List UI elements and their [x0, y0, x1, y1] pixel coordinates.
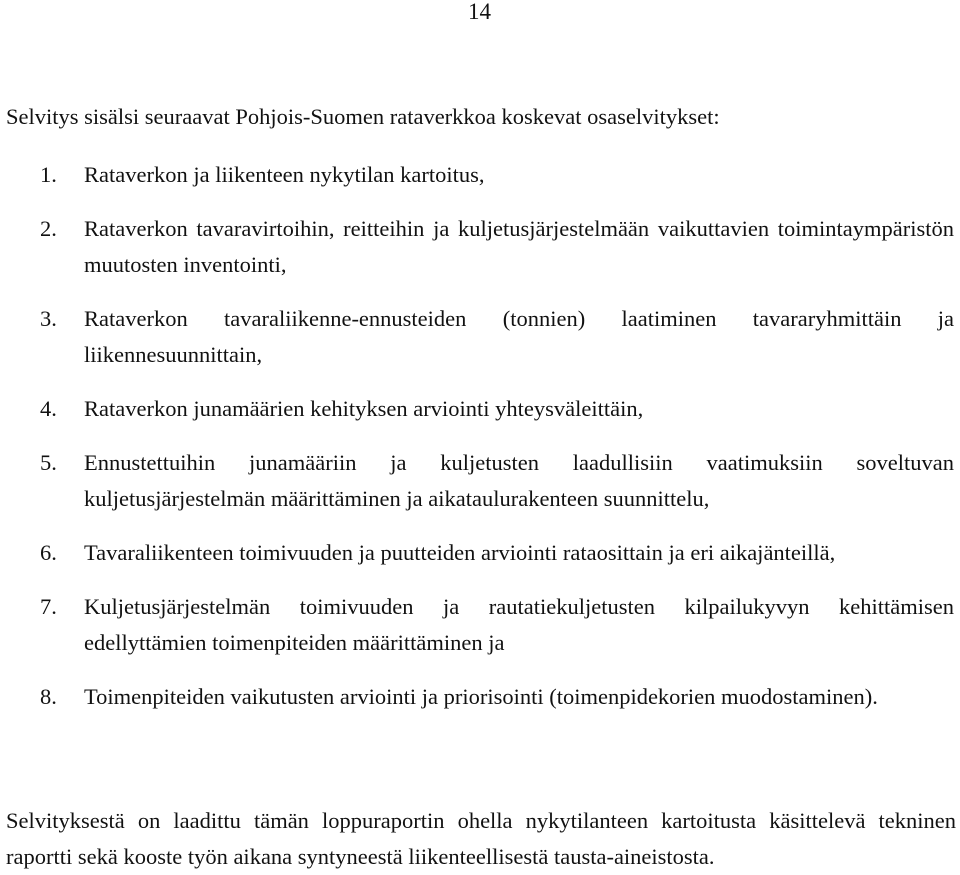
list-item-2 [0, 211, 954, 283]
list-item-text: Ennustettuihin junamääriin ja kuljetusten laadullisiin vaatimuksiin soveltuvan kuljetusjärjestelmän määrittäminen ja aikataulurakenteen suunnittelu, [84, 450, 954, 511]
list-item-3 [0, 301, 954, 373]
list-item-text: Toimenpiteiden vaikutusten arviointi ja priorisointi (toimenpidekorien muodostaminen). [84, 684, 878, 709]
list-item-text: Rataverkon junamäärien kehityksen arviointi yhteysväleittäin, [84, 396, 644, 421]
list-item-4 [0, 391, 954, 427]
list-item-text: Tavaraliikenteen toimivuuden ja puutteiden arviointi rataosittain ja eri aikajänteillä, [84, 540, 836, 565]
list-item-text: Rataverkon tavaravirtoihin, reitteihin ja kuljetusjärjestelmään vaikuttavien toimintaympäristön muutosten inventointi, [84, 216, 954, 277]
list-item-8 [0, 679, 954, 715]
list-item-text: Rataverkon tavaraliikenne-ennusteiden (tonnien) laatiminen tavararyhmittäin ja liikennesuunnittain, [84, 306, 954, 367]
list-item-number: 8. [40, 684, 57, 709]
list-item-number: 7. [40, 594, 57, 619]
intro-paragraph: Selvitys sisälsi seuraavat Pohjois-Suomen rataverkkoa koskevat osaselvitykset: [6, 104, 720, 129]
subreport-list [0, 157, 960, 733]
page-number: 14 [468, 0, 491, 24]
list-item-number: 2. [40, 216, 57, 241]
list-item-5 [0, 445, 954, 517]
list-item-number: 6. [40, 540, 57, 565]
list-item-6 [0, 535, 954, 571]
closing-paragraph: Selvityksestä on laadittu tämän loppuraportin ohella nykytilanteen kartoitusta käsittelevä tekninen raportti sekä kooste työn aikana syntyneestä liikenteellisestä tausta-aineistosta. [6, 808, 956, 869]
list-item-text: Kuljetusjärjestelmän toimivuuden ja rautatiekuljetusten kilpailukyvyn kehittämisen edellyttämien toimenpiteiden määrittäminen ja [84, 594, 954, 655]
list-item-text: Rataverkon ja liikenteen nykytilan kartoitus, [84, 162, 485, 187]
list-item-number: 1. [40, 162, 57, 187]
list-item-number: 5. [40, 450, 57, 475]
list-item-number: 4. [40, 396, 57, 421]
list-item-7 [0, 589, 954, 661]
list-item-number: 3. [40, 306, 57, 331]
list-item-1 [0, 157, 954, 193]
